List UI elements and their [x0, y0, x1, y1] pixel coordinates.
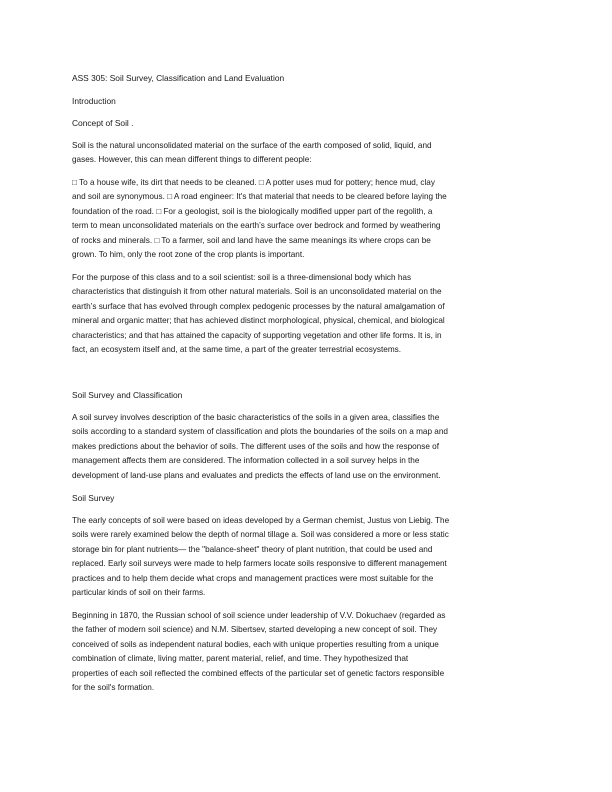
- text-line: gases. However, this can mean different things to different people:: [72, 155, 312, 164]
- text-line: and soil are synonymous. □ A road engineer: It's that material that needs to be cleared before laying the: [72, 192, 447, 202]
- text-line: makes predictions about the behavior of soils. The different uses of the soils and how the response of: [72, 441, 439, 451]
- heading-soil-survey: Soil Survey: [72, 493, 115, 504]
- text-line: combination of climate, living matter, parent material, relief, and time. They hypothesized that: [72, 654, 409, 664]
- text-line: development of land-use plans and evaluates and predicts the effects of land use on the environment.: [72, 470, 441, 480]
- text-line: term to mean unconsolidated materials on the earth’s surface over bedrock and formed by weathering: [72, 221, 441, 231]
- text-line: characteristics; and that has attained the capacity of supporting vegetation and other life forms. It is, in: [72, 330, 442, 340]
- text-line: conceived of soils as independent natural bodies, each with unique properties resulting from a unique: [72, 639, 439, 649]
- text-line: The early concepts of soil were based on ideas developed by a German chemist, Justus von Liebig. The: [72, 515, 450, 525]
- text-line: practices and to help them decide what crops and management practices were most suitable for the: [72, 573, 434, 583]
- text-line: soils were rarely examined below the depth of normal tillage a. Soil was considered a more or less static: [72, 530, 449, 540]
- text-line: For the purpose of this class and to a soil scientist: soil is a three-dimensional body which has: [72, 272, 412, 282]
- text-line: grown. To him, only the root zone of the crop plants is important.: [72, 250, 305, 260]
- paragraph: [72, 139, 552, 168]
- spacer: [72, 366, 552, 388]
- text-line: storage bin for plant nutrients— the "balance-sheet" theory of plant nutrition, that could be used and: [72, 544, 433, 554]
- text-line: Soil is the natural unconsolidated material on the surface of the earth composed of solid, liquid, and: [72, 140, 432, 150]
- text-line: soils according to a standard system of classification and plots the boundaries of the soils on a map and: [72, 427, 448, 437]
- text-line: for the soil's formation.: [72, 683, 155, 693]
- text-line: Beginning in 1870, the Russian school of soil science under leadership of V.V. Dokuchaev (regarded as: [72, 610, 446, 620]
- document-page: [72, 71, 552, 704]
- text-line: characteristics that distinguish it from other natural materials. Soil is an unconsolidated material on the: [72, 287, 442, 297]
- text-line: management affects them are considered. The information collected in a soil survey helps in the: [72, 456, 420, 466]
- text-line: A soil survey involves description of the basic characteristics of the soils in a given area, classifies the: [72, 412, 440, 422]
- text-line: properties of each soil reflected the combined effects of the particular set of genetic factors responsible: [72, 668, 445, 678]
- heading-soil-survey-classification: Soil Survey and Classification: [72, 390, 183, 401]
- document-title: ASS 305: Soil Survey, Classification and Land Evaluation: [72, 73, 285, 83]
- paragraph: [72, 271, 552, 358]
- heading-introduction: Introduction: [72, 95, 116, 106]
- paragraph: [72, 514, 552, 601]
- text-line: the father of modern soil science) and N.M. Sibertsev, started developing a new concept of soil. They: [72, 625, 438, 635]
- text-line: particular kinds of soil on their farms.: [72, 588, 206, 598]
- text-line: □ To a house wife, its dirt that needs to be cleaned. □ A potter uses mud for pottery; hence mud, clay: [72, 177, 435, 187]
- text-line: fact, an ecosystem itself and, at the same time, a part of the greater terrestrial ecosystems.: [72, 345, 402, 355]
- text-line: foundation of the road. □ For a geologist, soil is the biologically modified upper part of the regolith, a: [72, 206, 433, 216]
- paragraph: [72, 411, 552, 484]
- text-line: replaced. Early soil surveys were made to help farmers locate soils responsive to different management: [72, 559, 447, 569]
- paragraph: [72, 609, 552, 696]
- paragraph-bullets: [72, 176, 552, 263]
- text-line: mineral and organic matter; that has achieved distinct morphological, physical, chemical, and biological: [72, 316, 445, 326]
- heading-concept-of-soil: Concept of Soil .: [72, 118, 134, 128]
- text-line: earth’s surface that has evolved through complex pedogenic processes by the natural amalgamation of: [72, 301, 445, 311]
- text-line: of rocks and minerals. □ To a farmer, soil and land have the same meanings its where crops can be: [72, 235, 431, 245]
